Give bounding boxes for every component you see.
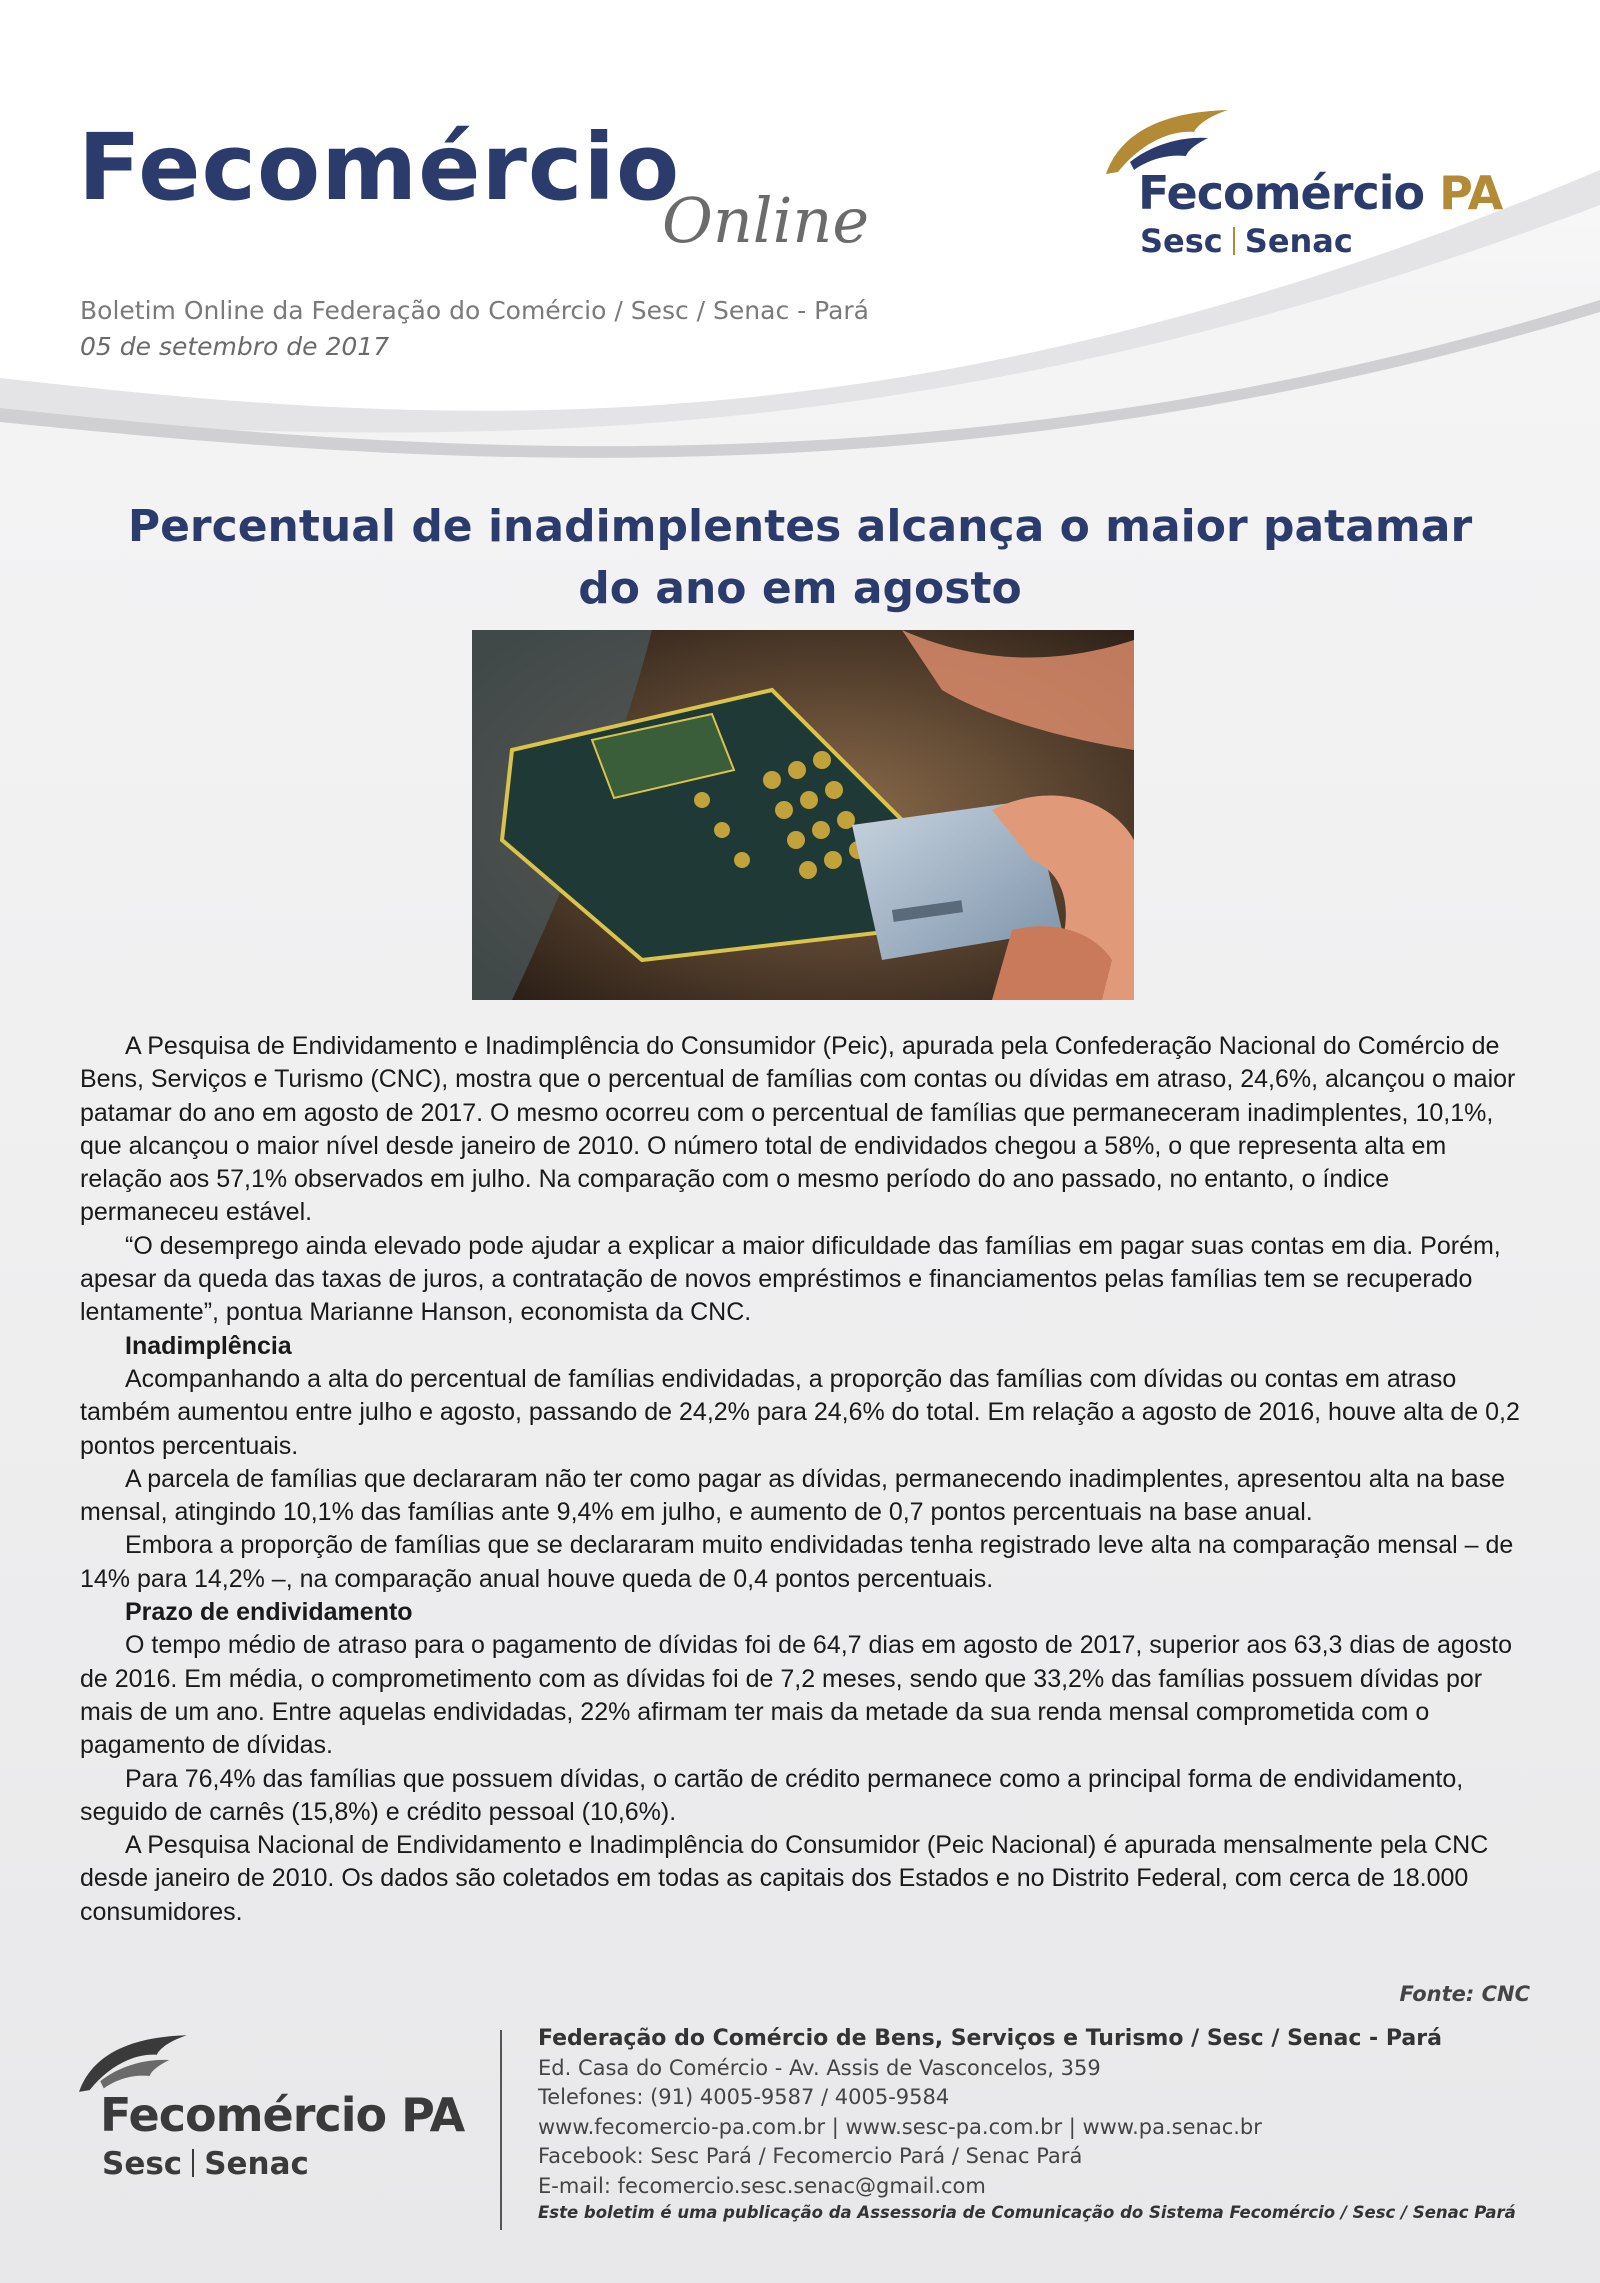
logo-sub-brands: Sesc Senac — [1140, 222, 1353, 260]
article-paragraph: A Pesquisa Nacional de Endividamento e Inadimplência do Consumidor (Peic Nacional) é apurada mensalmente pela CNC desde janeiro de 2010. Os dados são coletados em todas as capitais dos Estados e no Distrito Federal, com cerca de 18.000 consumidores. — [80, 1831, 1489, 1926]
masthead-subtitle: Boletim Online da Federação do Comércio / Sesc / Senac - Pará — [80, 296, 870, 325]
article-paragraph: Para 76,4% das famílias que possuem dívidas, o cartão de crédito permanece como a principal forma de endividamento, seguido de carnês (15,8%) e crédito pessoal (10,6%). — [80, 1764, 1464, 1826]
article-paragraph: A Pesquisa de Endividamento e Inadimplência do Consumidor (Peic), apurada pela Confederação Nacional do Comércio de Bens, Serviços e Turismo (CNC), mostra que o percentual de famílias com contas ou dívidas em atraso, 24,6%, alcançou o maior patamar do ano em agosto de 2017. O mesmo ocorreu com o percentual de famílias que permaneceram inadimplentes, 10,1%, que alcançou o maior nível desde janeiro de 2010. O número total de endividados chegou a 58%, o que representa alta em relação aos 57,1% observados em julho. Na comparação com o mesmo período do ano passado, no entanto, o índice permaneceu estável. — [80, 1032, 1516, 1227]
subhead-inadimplencia: Inadimplência — [125, 1331, 292, 1360]
footer-email[interactable]: E-mail: fecomercio.sesc.senac@gmail.com — [538, 2173, 986, 2198]
footer-contact-block — [538, 2024, 1568, 2225]
footer-phones: Telefones: (91) 4005-9587 / 4005-9584 — [538, 2085, 950, 2109]
card-payment-terminal-photo — [472, 630, 1134, 1000]
article-paragraph: O tempo médio de atraso para o pagamento de dívidas foi de 64,7 dias em agosto de 2017, superior aos 63,3 dias de agosto de 2016. Em média, o comprometimento com as dívidas foi de 7,2 meses, sendo que 33,2% das famílias possuem dívidas por mais de um ano. Entre aquelas endividadas, 22% afirmam ter mais da metade da sua renda mensal comprometida com o pagamento de dívidas. — [80, 1631, 1513, 1760]
article-paragraph: Embora a proporção de famílias que se declararam muito endividadas tenha registrado leve alta na comparação mensal – de 14% para 14,2% –, na comparação anual houve queda de 0,4 pontos percentuais. — [80, 1531, 1514, 1593]
article-body — [80, 1030, 1530, 1929]
subhead-prazo-de-endividamento: Prazo de endividamento — [125, 1598, 413, 1627]
masthead-date: 05 de setembro de 2017 — [80, 332, 390, 361]
masthead-title: Fecomércio — [78, 114, 681, 221]
logo-wordmark: Fecomércio PA — [1138, 166, 1503, 220]
logo-separator — [1233, 227, 1235, 255]
article-paragraph: A parcela de famílias que declararam não ter como pagar as dívidas, permanecendo inadimplentes, apresentou alta na base mensal, atingindo 10,1% das famílias ante 9,4% em julho, e aumento de 0,7 pontos percentuais na base anual. — [80, 1464, 1506, 1527]
fecomercio-pa-logo-top — [1100, 104, 1520, 264]
article-paragraph: Acompanhando a alta do percentual de famílias endividadas, a proporção das famílias com dívidas ou contas em atraso também aumentou entre julho e agosto, passando de 24,2% para 24,6% do total. Em relação a agosto de 2016, houve alta de 0,2 pontos percentuais. — [80, 1364, 1520, 1460]
footer-publication-note: Este boletim é uma publicação da Assessoria de Comunicação do Sistema Fecomércio / Sesc / Senac Pará — [538, 2203, 1516, 2222]
article-paragraph: “O desemprego ainda elevado pode ajudar a explicar a maior dificuldade das famílias em pagar suas contas em dia. Porém, apesar da queda das taxas de juros, a contratação de novos empréstimos e financiamentos pelas famílias tem se recuperado lentamente”, pontua Marianne Hanson, economista da CNC. — [80, 1231, 1501, 1327]
masthead-online-script: Online — [662, 184, 870, 257]
article-source: Fonte: CNC — [1399, 1982, 1530, 2006]
fecomercio-pa-logo-bottom — [70, 2030, 490, 2190]
footer-facebook: Facebook: Sesc Pará / Fecomercio Pará / Senac Pará — [538, 2144, 1083, 2168]
footer-websites[interactable]: www.fecomercio-pa.com.br | www.sesc-pa.com.br | www.pa.senac.br — [538, 2114, 1262, 2139]
logo-sub-brands: Sesc Senac — [102, 2146, 309, 2182]
footer-divider — [500, 2030, 502, 2230]
logo-wordmark: Fecomércio PA — [100, 2088, 465, 2142]
footer-organization: Federação do Comércio de Bens, Serviços e Turismo / Sesc / Senac - Pará — [538, 2026, 1442, 2051]
logo-separator — [192, 2149, 194, 2177]
footer-address: Ed. Casa do Comércio - Av. Assis de Vasconcelos, 359 — [538, 2055, 1101, 2080]
article-headline: Percentual de inadimplentes alcança o maior patamar do ano em agosto — [127, 501, 1473, 614]
